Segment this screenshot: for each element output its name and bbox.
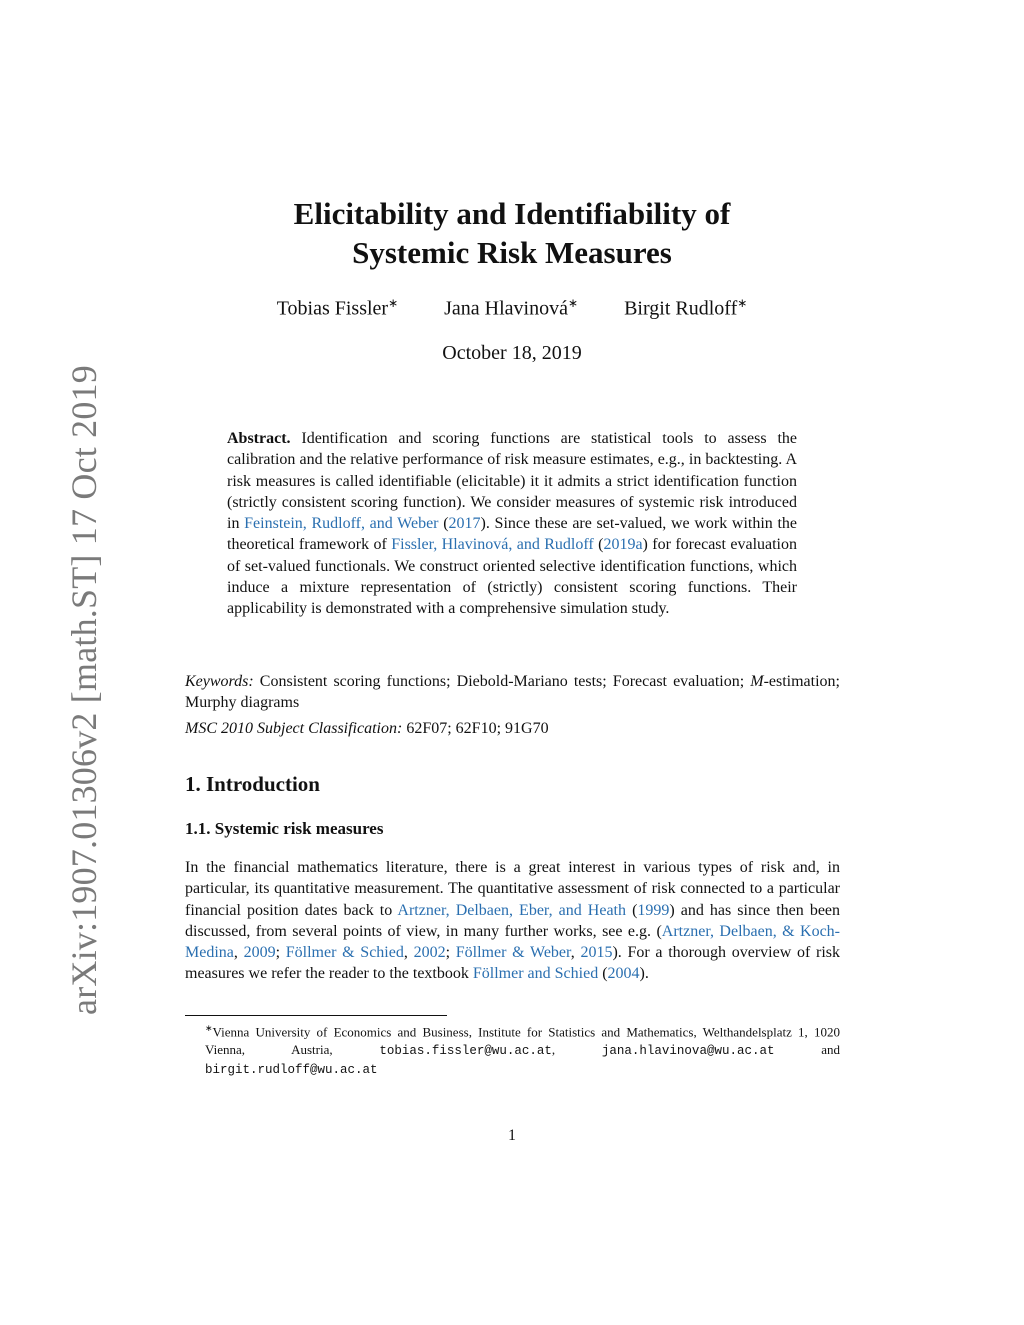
body-text: In the financial mathematics literature, there is a great interest in various types of risk and, in particular, its quantitative measurement. The quantitative assessment of risk connected to a particular financial position dates back to <box>185 859 840 919</box>
citation-year-link[interactable]: 2004 <box>607 965 640 983</box>
citation-year-link[interactable]: 1999 <box>637 901 670 919</box>
body-text: , <box>233 944 244 962</box>
paper-title <box>200 194 824 272</box>
abstract-label: Abstract. <box>227 430 291 447</box>
msc-classification <box>185 718 840 739</box>
author-footnote-mark: ∗ <box>388 296 399 310</box>
abstract-text: ( <box>593 536 604 554</box>
title-line-1: Elicitability and Identifiability of <box>293 196 731 231</box>
abstract-text: ) for forecast evaluation of set-valued functionals. We construct oriented selective identification functions, which induce a mixture representation of (strictly) consistent scoring functions. Their applicability is demonstrated with a comprehensive simulation study. <box>227 536 798 618</box>
page-number: 1 <box>508 1127 516 1144</box>
citation-link-fissler[interactable]: Fissler, Hlavinová, and Rudloff <box>391 536 594 554</box>
body-text: ). For a thorough overview of risk measures we refer the reader to the textbook <box>185 944 841 983</box>
email-hlavinova[interactable]: jana.hlavinova@wu.ac.at <box>601 1044 775 1059</box>
author-1 <box>277 296 398 321</box>
section-heading-introduction: 1. Introduction <box>185 772 320 796</box>
citation-year-link[interactable]: 2019a <box>603 536 643 554</box>
author-name: Jana Hlavinová <box>444 297 568 320</box>
citation-link-feinstein[interactable]: Feinstein, Rudloff, and Weber <box>244 515 439 533</box>
author-footnote-mark: ∗ <box>568 296 579 310</box>
author-list <box>180 296 844 321</box>
arxiv-id-text: arXiv:1907.01306v2 [math.ST] 17 Oct 2019 <box>64 365 105 1015</box>
abstract-text: ). Since these are set-valued, we work within the theoretical framework of <box>227 515 798 554</box>
footnote-body <box>185 1019 840 1079</box>
citation-link-artzner-2009[interactable]: Artzner, Delbaen, & Koch-Medina <box>185 922 841 962</box>
author-name: Tobias Fissler <box>276 297 389 320</box>
keywords <box>185 671 840 714</box>
abstract-text: Identification and scoring functions are statistical tools to assess the calibration and the relative performance of risk measure estimates, e.g., in backtesting. A risk measures is called identifiable (elicitable) it it admits a strict identification function (strictly consistent scoring function). We consider measures of systemic risk introduced in <box>227 430 797 533</box>
footnote-separator: and <box>774 1042 840 1058</box>
email-rudloff[interactable]: birgit.rudloff@wu.ac.at <box>205 1063 378 1078</box>
intro-paragraph <box>185 857 840 985</box>
keywords-math-m: M <box>750 673 764 690</box>
affiliation-text: Vienna University of Economics and Business, Institute for Statistics and Mathematics, Welthandelsplatz 1, 1020 Vienna, Austria, <box>205 1024 840 1058</box>
citation-year-link[interactable]: 2009 <box>243 944 276 962</box>
footnote-mark: ∗ <box>205 1023 213 1033</box>
keywords-text: Consistent scoring functions; Diebold-Mariano tests; Forecast evaluation; <box>253 673 751 690</box>
author-3 <box>624 296 747 321</box>
subsection-heading-systemic-risk: 1.1. Systemic risk measures <box>185 819 384 838</box>
body-text: ( <box>598 965 608 983</box>
abstract-text: ( <box>438 515 449 533</box>
citation-year-link[interactable]: 2015 <box>580 944 613 962</box>
msc-label: MSC 2010 Subject Classification: <box>185 720 403 737</box>
citation-link-artzner-1999[interactable]: Artzner, Delbaen, Eber, and Heath <box>397 901 627 919</box>
citation-link-follmer-schied-2004[interactable]: Föllmer and Schied <box>472 965 599 983</box>
body-text: ). <box>639 965 649 983</box>
footnote-divider <box>185 1015 447 1016</box>
keywords-label: Keywords: <box>185 673 254 690</box>
affiliation-footnote <box>185 1019 840 1079</box>
arxiv-identifier-stamp <box>54 365 114 1015</box>
email-fissler[interactable]: tobias.fissler@wu.ac.at <box>379 1044 552 1059</box>
body-text: , <box>403 944 414 962</box>
author-footnote-mark: ∗ <box>737 296 748 310</box>
publication-date: October 18, 2019 <box>442 342 582 364</box>
abstract <box>227 428 797 620</box>
body-text: ) and has since then been discussed, from several points of view, in many further works, see e.g. ( <box>185 901 841 940</box>
keywords-text: -estimation; Murphy diagrams <box>185 673 840 712</box>
citation-year-link[interactable]: 2017 <box>448 515 481 533</box>
citation-year-link[interactable]: 2002 <box>413 944 446 962</box>
title-line-2: Systemic Risk Measures <box>352 235 672 270</box>
body-text: ; <box>445 944 456 962</box>
body-text: , <box>570 944 581 962</box>
author-name: Birgit Rudloff <box>624 297 738 320</box>
footnote-separator: , <box>551 1042 602 1058</box>
body-text: ; <box>275 944 286 962</box>
body-text: ( <box>626 901 638 919</box>
author-2 <box>444 296 578 321</box>
msc-codes: 62F07; 62F10; 91G70 <box>402 720 549 737</box>
citation-link-follmer-schied-2002[interactable]: Föllmer & Schied <box>285 944 404 962</box>
citation-link-follmer-weber[interactable]: Föllmer & Weber <box>455 944 571 962</box>
